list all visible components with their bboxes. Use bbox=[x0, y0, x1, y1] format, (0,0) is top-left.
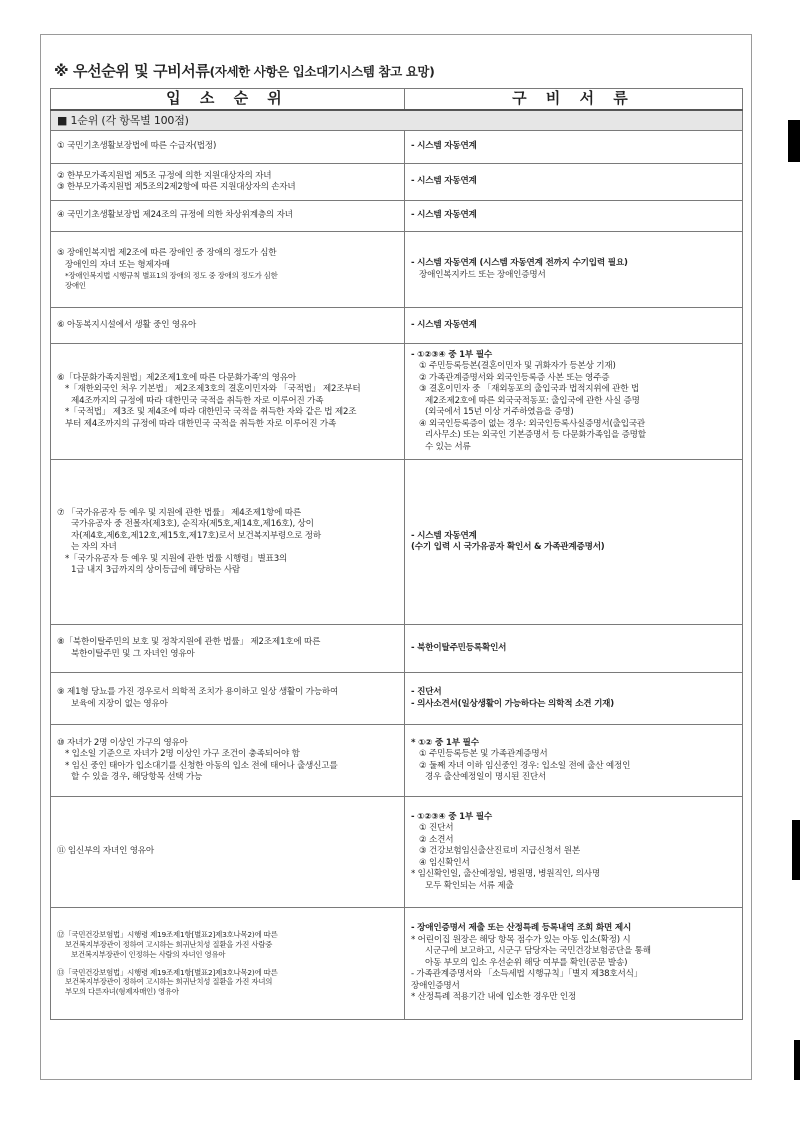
header-documents: 구 비 서 류 bbox=[405, 89, 743, 111]
document-line: 제2조제2호에 따른 외국국적동포: 출입국에 관한 사실 증명 bbox=[425, 395, 640, 406]
documents-cell bbox=[405, 232, 743, 308]
documents-cell bbox=[405, 625, 743, 673]
document-line: - 북한이탈주민등록확인서 bbox=[411, 642, 507, 653]
priority-note: 장애인 bbox=[65, 281, 86, 290]
document-line: - 진단서 bbox=[411, 687, 442, 697]
priority-line: ④ 국민기초생활보장법 제24조의 규정에 의한 차상위계층의 자녀 bbox=[57, 210, 293, 221]
priority-line: ⑧「북한이탈주민의 보호 및 정착지원에 관한 법률」 제2조제1호에 따른 bbox=[57, 637, 321, 647]
table-row bbox=[51, 725, 743, 797]
priority-cell bbox=[51, 344, 405, 460]
priority-line: ① 국민기초생활보장법에 따른 수급자(법정) bbox=[57, 141, 217, 152]
priority-line: * 입소일 기준으로 자녀가 2명 이상인 가구 조건이 충족되어야 함 bbox=[65, 749, 300, 759]
table-row bbox=[51, 673, 743, 725]
table-row bbox=[51, 460, 743, 625]
priority-line: 할 수 있을 경우, 해당항목 선택 가능 bbox=[71, 772, 203, 782]
priority-line: 북한이탈주민 및 그 자녀인 영유아 bbox=[71, 648, 195, 659]
priority-line: ② 한부모가족지원법 제5조 규정에 의한 지원대상자의 자녀 bbox=[57, 170, 272, 181]
priority-line: *「재한외국인 처우 기본법」 제2조제3호의 결혼이민자와 「국적법」 제2조부터 bbox=[65, 384, 361, 395]
priority-line: 보육에 지장이 없는 영유아 bbox=[71, 698, 168, 709]
documents-cell bbox=[405, 344, 743, 460]
documents-cell bbox=[405, 725, 743, 797]
priority-line: 부모의 다른자녀(형제자매인) 영유아 bbox=[65, 987, 179, 997]
band-first-priority: ■ 1순위 (각 항목별 100점) bbox=[51, 110, 743, 131]
document-line: - 가족관계증명서와 「소득세법 시행규칙」「별지 제38호서식」 bbox=[411, 969, 643, 980]
table-row bbox=[51, 344, 743, 460]
header-priority: 입 소 순 위 bbox=[51, 89, 405, 111]
document-line: 장애인증명서 bbox=[411, 980, 460, 991]
priority-cell bbox=[51, 308, 405, 344]
document-line: ③ 건강보험임신출산진료비 지급신청서 원본 bbox=[419, 846, 580, 857]
title-main: ※ 우선순위 및 구비서류 bbox=[54, 62, 210, 80]
priority-line: ⑩ 자녀가 2명 이상인 가구의 영유아 bbox=[57, 737, 188, 748]
document-line: - 시스템 자동연계 bbox=[411, 210, 477, 221]
priority-cell bbox=[51, 625, 405, 673]
document-line: (수기 입력 시 국가유공자 확인서 & 가족관계증명서) bbox=[411, 542, 605, 552]
priority-note: *장애인복지법 시행규칙 별표1의 장애의 정도 중 장애의 정도가 심한 bbox=[65, 271, 278, 281]
document-line: 수 있는 서류 bbox=[425, 441, 471, 452]
priority-line: ⑤ 장애인복지법 제2조에 따른 장애인 중 장애의 정도가 심한 bbox=[57, 248, 277, 259]
document-line: ① 주민등록등본(결혼이민자 및 귀화자가 등본상 기재) bbox=[419, 361, 616, 372]
table-row bbox=[51, 797, 743, 908]
title-sub: (자세한 사항은 입소대기시스템 참고 요망) bbox=[209, 64, 435, 79]
priority-cell bbox=[51, 797, 405, 908]
scan-edge-mark bbox=[792, 820, 800, 880]
scan-edge-mark bbox=[794, 1040, 800, 1080]
documents-cell bbox=[405, 308, 743, 344]
document-line: 장애인복지카드 또는 장애인증명서 bbox=[419, 269, 546, 280]
priority-line: ⑬「국민건강보험법」시행령 제19조제1항[별표2]제3호나목2)에 따른 bbox=[57, 967, 278, 977]
document-line: 리사무소) 또는 외국인 기본증명서 등 다문화가족임을 증명할 bbox=[425, 430, 646, 441]
priority-cell bbox=[51, 131, 405, 164]
priority-line: 는 자의 자녀 bbox=[71, 542, 117, 552]
document-line: * 산정특례 적용기간 내에 입소한 경우만 인정 bbox=[411, 992, 577, 1003]
priority-line: 제4조까지의 규정에 따라 대한민국 국적을 취득한 자로 이루어진 가족 bbox=[71, 395, 324, 406]
priority-line: ⑪ 임신부의 자녀인 영유아 bbox=[57, 846, 155, 857]
band-row bbox=[51, 110, 743, 131]
priority-line: ⑥ 아동복지시설에서 생활 중인 영유아 bbox=[57, 319, 197, 330]
document-line: - 시스템 자동연계 bbox=[411, 141, 477, 152]
documents-cell bbox=[405, 673, 743, 725]
document-line: ② 가족관계증명서와 외국인등록증 사본 또는 영주증 bbox=[419, 372, 610, 383]
priority-line: 보건복지부장관이 정하여 고시하는 희귀난치성 질환을 가진 사람중 bbox=[65, 939, 273, 949]
document-line: ② 둘째 자녀 이하 임신중인 경우: 입소일 전에 출산 예정인 bbox=[419, 760, 631, 771]
document-line: 경우 출산예정일이 명시된 진단서 bbox=[425, 772, 547, 782]
table-row bbox=[51, 232, 743, 308]
priority-line: ⑥「다문화가족지원법」제2조제1호에 따른 다문화가족'의 영유아 bbox=[57, 372, 297, 383]
document-line: - 의사소견서(일상생활이 가능하다는 의학적 소견 기재) bbox=[411, 698, 615, 709]
priority-table bbox=[50, 88, 743, 1020]
priority-cell bbox=[51, 164, 405, 201]
document-line: ① 주민등록등본 및 가족관계증명서 bbox=[419, 749, 548, 759]
document-line: - 시스템 자동연계 bbox=[411, 176, 477, 187]
document-line: - ①②③④ 중 1부 필수 bbox=[411, 349, 493, 360]
document-line: * ①② 중 1부 필수 bbox=[411, 737, 479, 748]
table-row bbox=[51, 308, 743, 344]
documents-cell bbox=[405, 797, 743, 908]
priority-line: 부터 제4조까지의 규정에 따라 대한민국 국적을 취득한 자로 이루어진 가족 bbox=[65, 418, 337, 429]
priority-cell bbox=[51, 232, 405, 308]
scan-edge-mark bbox=[788, 120, 800, 162]
priority-cell bbox=[51, 201, 405, 232]
table-row bbox=[51, 164, 743, 201]
priority-line: *「국적법」 제3조 및 제4조에 따라 대한민국 국적을 취득한 자와 같은 법 제2조 bbox=[65, 407, 357, 418]
document-line: ④ 임신확인서 bbox=[419, 857, 470, 868]
document-line: 모두 확인되는 서류 제출 bbox=[425, 880, 514, 891]
priority-line: 국가유공자 중 전몰자(제3호), 순직자(제5호,제14호,제16호), 상이 bbox=[71, 519, 314, 529]
table-row bbox=[51, 625, 743, 673]
header-row bbox=[51, 89, 743, 111]
document-line: (외국에서 15년 이상 거주하였음을 증명) bbox=[425, 407, 574, 418]
page-title bbox=[54, 60, 434, 81]
document-line: * 어린이집 원장은 해당 항목 점수가 있는 아동 입소(확정) 시 bbox=[411, 934, 631, 945]
priority-line: ⑨ 제1형 당뇨를 가진 경우로서 의학적 조치가 용이하고 일상 생활이 가능하여 bbox=[57, 687, 339, 697]
priority-line: 보건복지부장관이 정하여 고시하는 희귀난치성 질환을 가진 자녀의 bbox=[65, 977, 273, 987]
document-line: - 장애인증명서 제출 또는 산정특례 등록내역 조회 화면 제시 bbox=[411, 923, 632, 934]
document-line: - 시스템 자동연계 bbox=[411, 319, 477, 330]
priority-line: *「국가유공자 등 예우 및 지원에 관한 법률 시행령」별표3의 bbox=[65, 553, 288, 564]
priority-line: 자(제4호,제6호,제12호,제15호,제17호)로서 보건복지부령으로 정하 bbox=[71, 530, 321, 541]
priority-line: 장애인의 자녀 또는 형제자매 bbox=[65, 259, 170, 270]
priority-cell bbox=[51, 460, 405, 625]
table-row bbox=[51, 131, 743, 164]
documents-cell bbox=[405, 131, 743, 164]
documents-cell bbox=[405, 164, 743, 201]
documents-cell bbox=[405, 908, 743, 1020]
document-line: - ①②③④ 중 1부 필수 bbox=[411, 811, 493, 822]
priority-cell bbox=[51, 908, 405, 1020]
document-line: * 임신확인일, 출산예정일, 병원명, 병원직인, 의사명 bbox=[411, 869, 600, 880]
priority-line: ③ 한부모가족지원법 제5조의2제2항에 따른 지원대상자의 손자녀 bbox=[57, 182, 296, 192]
priority-line: ⑦ 「국가유공자 등 예우 및 지원에 관한 법률」 제4조제1항에 따른 bbox=[57, 507, 301, 518]
document-line: ② 소견서 bbox=[419, 834, 454, 845]
priority-cell bbox=[51, 725, 405, 797]
priority-line: 보건복지부장관이 인정하는 사람의 자녀인 영유아 bbox=[71, 949, 226, 959]
priority-line: 1급 내지 3급까지의 상이등급에 해당하는 사람 bbox=[71, 565, 241, 575]
document-line: - 시스템 자동연계 (시스템 자동연계 전까지 수기입력 필요) bbox=[411, 258, 628, 268]
document-line: 아동 부모의 입소 우선순위 해당 여부를 확인(공문 발송) bbox=[425, 957, 628, 968]
priority-line: ⑫「국민건강보험법」시행령 제19조제1항[별표2]제3호나목2)에 따른 bbox=[57, 930, 278, 940]
table-row bbox=[51, 908, 743, 1020]
priority-line: * 임신 중인 태아가 입소대기를 신청한 아동의 입소 전에 태어나 출생신고를 bbox=[65, 760, 338, 771]
priority-cell bbox=[51, 673, 405, 725]
documents-cell bbox=[405, 460, 743, 625]
document-line: ③ 결혼이민자 중 「재외동포의 출입국과 법적지위에 관한 법 bbox=[419, 384, 639, 395]
document-line: ④ 외국인등록증이 없는 경우: 외국인등록사실증명서(출입국관 bbox=[419, 418, 646, 429]
table-row bbox=[51, 201, 743, 232]
document-line: - 시스템 자동연계 bbox=[411, 530, 477, 541]
document-line: 시군구에 보고하고, 시군구 담당자는 국민건강보험공단을 통해 bbox=[425, 946, 651, 957]
document-line: ① 진단서 bbox=[419, 823, 454, 834]
documents-cell bbox=[405, 201, 743, 232]
